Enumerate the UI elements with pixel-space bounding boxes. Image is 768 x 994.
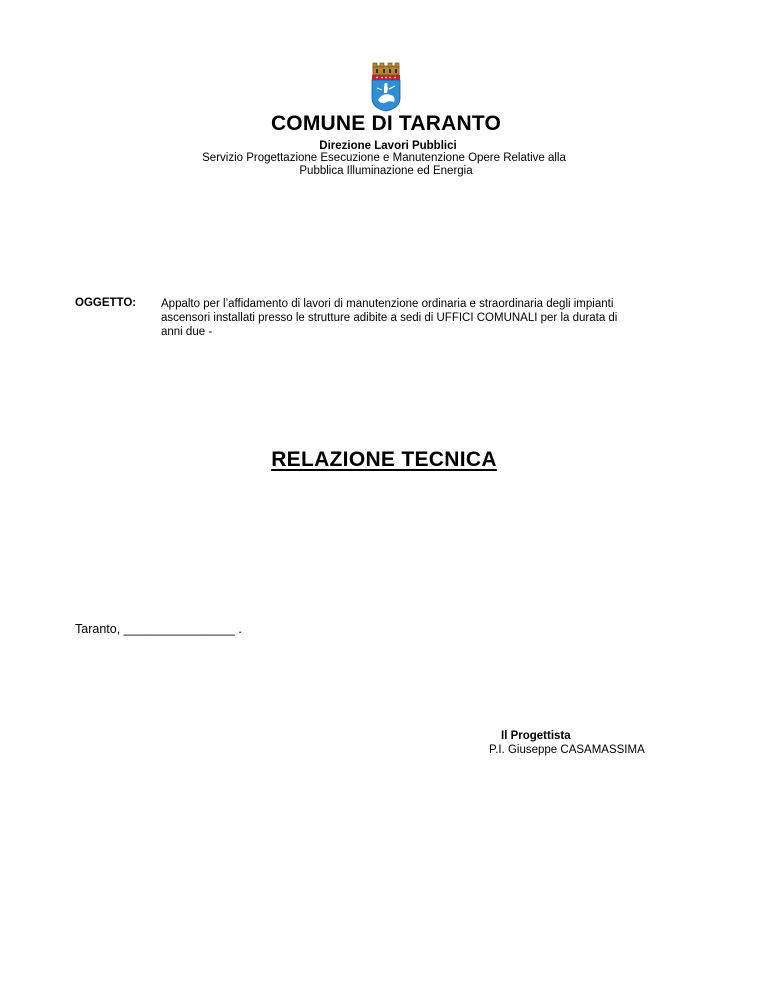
direzione-subtitle: Direzione Lavori Pubblici: [319, 140, 457, 152]
comune-title: COMUNE DI TARANTO: [270, 112, 502, 135]
oggetto-line: ascensori installati presso le strutture adibite a sedi di UFFICI COMUNALI per la durata di: [161, 312, 618, 324]
signature-role: Il Progettista: [501, 730, 571, 742]
document-title: RELAZIONE TECNICA: [271, 448, 497, 471]
signature-name: P.I. Giuseppe CASAMASSIMA: [489, 744, 645, 756]
coat-of-arms-icon: [369, 62, 403, 112]
place-date-line: Taranto, ________________ .: [75, 622, 242, 636]
oggetto-line: anni due -: [161, 326, 213, 338]
pubblica-line: Pubblica Illuminazione ed Energia: [299, 165, 473, 177]
oggetto-line: Appalto per l’affidamento di lavori di manutenzione ordinaria e straordinaria degli impianti: [161, 298, 614, 310]
servizio-line: Servizio Progettazione Esecuzione e Manutenzione Opere Relative alla: [202, 152, 566, 164]
oggetto-text: [161, 297, 695, 339]
oggetto-label: OGGETTO:: [75, 297, 137, 309]
